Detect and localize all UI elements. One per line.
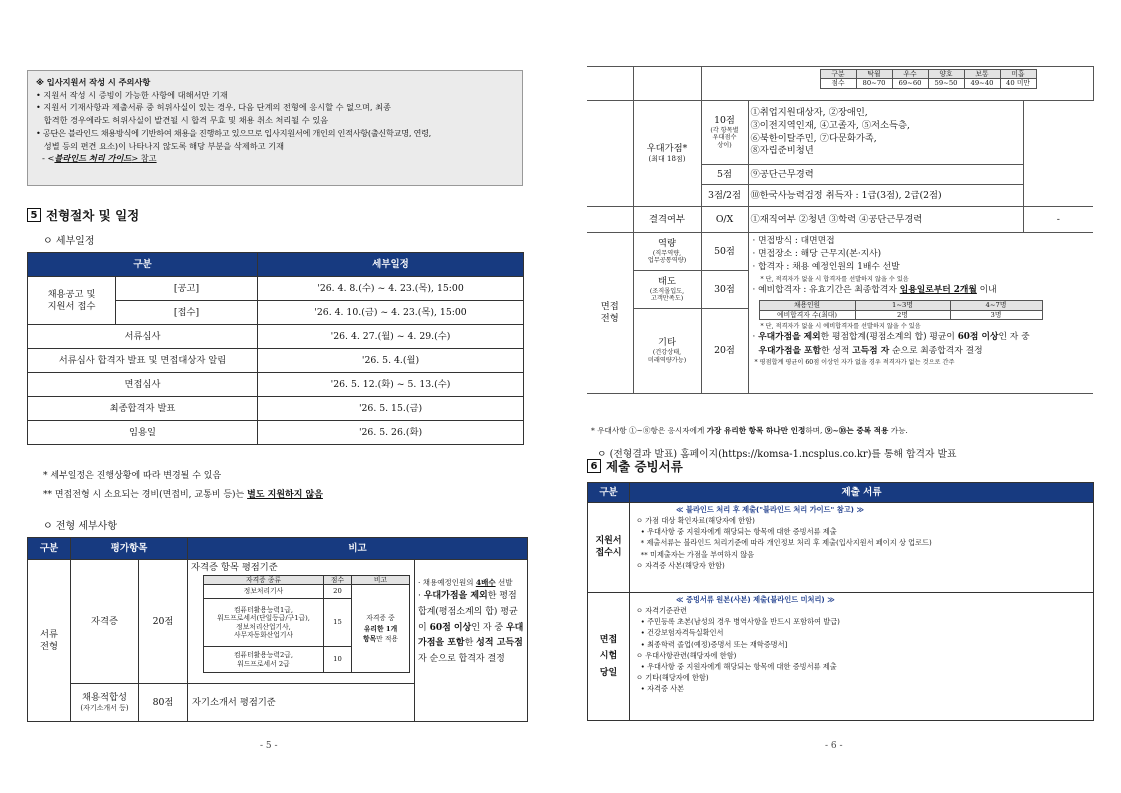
pref-10-score (701, 101, 748, 165)
notice-title: ※ 입사지원서 작성 시 주의사항 (36, 77, 151, 87)
fit-sublabel: (자기소개서 등) (80, 703, 129, 712)
reserve-table (759, 300, 1043, 320)
cert-note-text: 자격증 중 (366, 614, 395, 623)
blank-cell (587, 207, 633, 233)
blank-cell (587, 101, 633, 207)
grade-table (820, 69, 1037, 89)
pref-item: ①취업지원대상자, ②장애인, (750, 107, 868, 119)
cert-header: 점수 (324, 575, 352, 584)
docs-line: • 최종학력 졸업(예정)증명서 또는 재학증명서] (636, 639, 788, 649)
rule-text: 순으로 최종합격자 결정 (889, 345, 983, 356)
pref-label-sub: (최대 18점) (648, 154, 686, 163)
guide-suffix: > 참고 (131, 153, 157, 164)
cert-note-emphasis: 항목 (363, 634, 377, 643)
interview-place: · 면접장소 : 해당 근무지(본·지사) (752, 249, 882, 260)
detail-fit-desc: 자기소개서 평점기준 (188, 684, 415, 722)
rule-text: 한 (464, 638, 477, 649)
footnote-emphasis: 가장 유리한 항목 하나만 인정 (706, 426, 806, 435)
grade-value: 80~70 (856, 79, 892, 88)
cert-score: 10 (324, 647, 352, 673)
interview-pass: · 합격자 : 채용 예정인원의 1배수 선발 (752, 262, 900, 273)
docs-line: ㅇ 우대사항관련(해당자에 한함) (636, 650, 737, 660)
docs-row-label: 면접 시험 당일 (588, 593, 630, 721)
pref-5-score: 5점 (701, 165, 748, 185)
footnote-text: 가능. (888, 426, 908, 435)
footnote-text: 하며, (805, 426, 825, 435)
disq-label: 결격여부 (633, 207, 701, 233)
schedule-apply-label: 채용공고 및 지원서 접수 (28, 277, 116, 325)
schedule-kind: [접수] (116, 301, 258, 325)
interview-item (633, 233, 701, 271)
interview-item-name: 기타 (658, 337, 676, 349)
blank-cell (1023, 101, 1093, 207)
preference-footnote (591, 425, 908, 436)
disq-note: - (1023, 207, 1093, 233)
pref-3-score: 3점/2점 (701, 185, 748, 207)
interview-score: 20점 (701, 309, 748, 394)
rule-emphasis: 우대가점을 포함 (418, 622, 524, 649)
interview-pass-note: * 단, 적격자가 없을 시 합격자를 선발하지 않을 수 있음 (760, 275, 909, 283)
cert-criteria-title: 자격증 항목 평점기준 (191, 562, 278, 573)
detail-header-remark: 비고 (188, 538, 528, 560)
footnote-text: * 우대사항 ①~⑧항은 응시자에게 (591, 426, 707, 435)
rule-emphasis: 고득점 자 (852, 345, 890, 356)
detail-header-category: 구분 (28, 538, 71, 560)
rule-text: 한 성적 (821, 345, 853, 356)
notice-item: • 지원서 기재사항과 제출서류 중 허위사실이 있는 경우, 다음 단계의 전형에 응시할 수 없으며, 최종 (36, 102, 391, 113)
pref-score-text: 10점 (714, 115, 735, 127)
reserve-value: 2명 (855, 310, 950, 319)
blank-cell (587, 67, 633, 101)
disq-items: ①재직여부 ②청년 ③학력 ④공단근무경력 (748, 207, 1023, 233)
pref-label (633, 101, 701, 207)
schedule-row-label: 면접심사 (28, 373, 258, 397)
grade-header: 보통 (964, 70, 1000, 79)
interview-item-sub: (조직몰입도, 고객만족도) (649, 287, 685, 303)
interview-score: 30점 (701, 271, 748, 309)
docs-line: ㅇ 자격기준관련 (636, 606, 687, 616)
docs-row-content (630, 593, 1094, 721)
rule-text: · (418, 591, 424, 602)
grade-value: 40 미만 (1000, 79, 1036, 88)
docs-line: * 제출서류는 블라인드 처리기준에 따라 개인정보 처리 후 제출(입사지원서 페이지 상 업로드) (636, 538, 932, 548)
reserve-value: 3명 (950, 310, 1042, 319)
guide-prefix: - < (42, 153, 55, 164)
docs-row-heading: ≪ 블라인드 처리 후 제출("블라인드 처리 가이드" 참고) ≫ (676, 505, 864, 514)
cert-name: 컴퓨터활용능력1급, 워드프로세서(단일등급/구1급), 정보처리산업기사, 사무자동화산업기사 (204, 599, 324, 647)
pref-item: ③이전지역인재, ④고졸자, ⑤저소득층, (750, 119, 910, 131)
schedule-date: '26. 4. 8.(수) ~ 4. 23.(목), 15:00 (258, 277, 524, 301)
pref-label-text: 우대가점* (646, 143, 688, 155)
docs-line: ㅇ 가점 대상 확인자료(해당자에 한함) (636, 516, 755, 526)
rule-text: 인 자 중 (471, 622, 506, 633)
reserve-text: · 예비합격자 : 유효기간은 최종합격자 (752, 284, 900, 295)
pref-5-item: ⑨공단근무경력 (748, 165, 1023, 185)
rule-emphasis: 60점 이상 (957, 332, 999, 343)
docs-line: ㅇ 기타(해당자에 한함) (636, 673, 709, 683)
rule-emphasis: 성적 고득점 (476, 638, 523, 649)
schedule-note-2 (43, 487, 323, 500)
docs-header-docs: 제출 서류 (630, 483, 1094, 503)
grade-header: 우수 (892, 70, 928, 79)
rule-text: 선발 (495, 578, 513, 587)
section-5-heading (27, 206, 139, 224)
cert-header: 자격증 종류 (204, 575, 324, 584)
application-notice-box (27, 70, 523, 186)
schedule-date: '26. 4. 10.(금) ~ 4. 23.(목), 15:00 (258, 301, 524, 325)
rule-text: 인 자 중 (998, 332, 1030, 343)
cert-score: 15 (324, 599, 352, 647)
schedule-date: '26. 5. 12.(화) ~ 5. 13.(수) (258, 373, 524, 397)
schedule-row-label: 서류심사 (28, 325, 258, 349)
note-text: ** 면접전형 시 소요되는 경비(면접비, 교통비 등)는 (43, 490, 248, 500)
reserve-note: * 단, 적격자가 없을 시 예비합격자를 선발하지 않을 수 있음 (760, 323, 921, 331)
schedule-note-1: * 세부일정은 진행상황에 따라 변경될 수 있음 (43, 471, 222, 481)
rule-text: 한 평점합계(평점소계의 합) 평균이 (820, 332, 958, 343)
grade-value: 49~40 (964, 79, 1000, 88)
detail-cert-item: 자격증 (71, 560, 139, 684)
cert-note (352, 585, 410, 673)
cert-name: 정보처리기사 (204, 585, 324, 599)
cert-name: 컴퓨터활용능력2급, 워드프로세서 2급 (204, 647, 324, 673)
schedule-date: '26. 5. 26.(화) (258, 421, 524, 445)
docs-line: ** 미제출자는 가점을 부여하지 않음 (636, 549, 755, 559)
page-number-left: - 5 - (260, 741, 278, 751)
page-number-right: - 6 - (825, 741, 843, 751)
pref-item: ⑥북한이탈주민, ⑦다문화가족, (750, 132, 877, 144)
schedule-header-detail: 세부일정 (258, 253, 524, 277)
detail-table (27, 537, 528, 722)
interview-details (748, 233, 1093, 394)
footnote-emphasis: ⑨~⑩는 중복 적용 (824, 426, 889, 435)
interview-method: · 면접방식 : 대면면접 (752, 236, 835, 246)
grade-value: 59~50 (928, 79, 964, 88)
interview-item-sub: (직무역량, 업무공통역량) (647, 249, 687, 265)
schedule-subheading: ㅇ 세부일정 (43, 236, 95, 247)
reserve-header: 1~3명 (855, 301, 950, 310)
docs-line: • 우대사항 중 지원자에게 해당되는 항목에 대한 증빙서류 제출 (636, 661, 837, 671)
section-number: 6 (587, 459, 601, 473)
grade-row-label: 점수 (820, 79, 856, 88)
docs-row-label: 지원서 접수시 (588, 503, 630, 593)
result-announcement: ㅇ (전형결과 발표) 홈페이지(https://komsa-1.ncsplus.co.kr)를 통해 합격자 발표 (597, 449, 957, 460)
notice-item: 합격한 경우에라도 허위사실이 발견될 시 합격 무효 및 채용 취소 처리될 수 있음 (36, 115, 329, 126)
cert-score: 20 (324, 585, 352, 599)
detail-cert-score: 20점 (139, 560, 188, 684)
rule-emphasis: 4배수 (475, 578, 496, 587)
schedule-table (27, 252, 524, 445)
rule-text: · 채용예정인원의 (418, 578, 476, 587)
rule-emphasis: 60점 이상 (429, 622, 472, 633)
fit-label: 채용적합성 (82, 692, 127, 704)
pref-3-item: ⑩한국사능력검정 취득자 : 1급(3점), 2급(2점) (748, 185, 1023, 207)
docs-line: ㅇ 자격증 사본(해당자 한함) (636, 560, 725, 570)
blind-guide-link[interactable]: 블라인드 처리 가이드 (54, 153, 132, 164)
section-number: 5 (27, 208, 41, 222)
docs-row-content (630, 503, 1094, 593)
grade-header: 구분 (820, 70, 856, 79)
cert-header: 비고 (352, 575, 410, 584)
pref-score-sub: (각 항목별 우대점수 상이) (710, 126, 739, 150)
schedule-header-category: 구분 (28, 253, 258, 277)
reserve-text: 이내 (976, 284, 997, 295)
interview-item (633, 309, 701, 394)
notice-item: • 공단은 블라인드 채용방식에 기반하여 채용을 진행하고 있으므로 입사지원서에 개인의 인적사항(출신학교명, 연령, (36, 127, 431, 138)
docs-header-category: 구분 (588, 483, 630, 503)
detail-selection-rule (415, 560, 528, 722)
detail-stage: 서류 전형 (28, 560, 71, 722)
reserve-emphasis: 임용일로부터 2개월 (899, 284, 977, 295)
docs-line: • 건강보험자격득실확인서 (636, 628, 724, 638)
rule-note: * 평점합계 평균이 60점 이상인 자가 없을 경우 적격자가 없는 것으로 간주 (754, 358, 955, 366)
detail-subheading: ㅇ 전형 세부사항 (43, 521, 117, 532)
section-title: 전형절차 및 일정 (46, 208, 140, 223)
docs-line: • 우대사항 중 지원자에게 해당되는 항목에 대한 증빙서류 제출 (636, 527, 837, 537)
grade-header: 양호 (928, 70, 964, 79)
interview-item-name: 역량 (658, 237, 676, 249)
grade-header: 미흡 (1000, 70, 1036, 79)
rule-emphasis: 우대가점을 포함 (758, 345, 822, 356)
grade-header: 탁월 (856, 70, 892, 79)
interview-item (633, 271, 701, 309)
detail-header-item: 평가항목 (71, 538, 188, 560)
docs-line: • 주민등록 초본(남성의 경우 병역사항을 반드시 포함하여 발급) (636, 617, 840, 627)
pref-10-items (748, 101, 1023, 165)
schedule-date: '26. 4. 27.(월) ~ 4. 29.(수) (258, 325, 524, 349)
schedule-kind: [공고] (116, 277, 258, 301)
section-title: 제출 증빙서류 (606, 459, 683, 474)
evaluation-table (587, 66, 1094, 394)
blank-cell (633, 67, 701, 101)
schedule-date: '26. 5. 15.(금) (258, 397, 524, 421)
interview-item-name: 태도 (658, 275, 676, 287)
cert-note-text: 만 적용 (376, 634, 398, 643)
reserve-header: 채용인원 (759, 301, 855, 310)
notice-item: • 지원서 작성 시 증빙이 가능한 사항에 대해서만 기재 (36, 89, 228, 100)
interview-item-sub: (건강상태, 미래역량가능) (647, 349, 687, 364)
detail-fit-item (71, 684, 139, 722)
schedule-row-label: 서류심사 합격자 발표 및 면접대상자 알림 (28, 349, 258, 373)
rule-text: · (752, 332, 759, 343)
interview-stage: 면접 전형 (587, 233, 633, 394)
docs-row-heading: ≪ 증빙서류 원본(사본) 제출(블라인드 미처리) ≫ (676, 595, 835, 604)
section-6-heading (587, 457, 683, 475)
schedule-row-label: 임용일 (28, 421, 258, 445)
pref-item: ⑧자립준비청년 (750, 145, 814, 157)
schedule-date: '26. 5. 4.(월) (258, 349, 524, 373)
docs-line: • 자격증 사본 (636, 684, 685, 694)
cert-note-emphasis: 유리한 1개 (363, 624, 398, 633)
cert-table (203, 575, 410, 673)
reserve-header: 4~7명 (950, 301, 1042, 310)
interview-score: 50점 (701, 233, 748, 271)
rule-emphasis: 우대가점을 제외 (423, 591, 488, 602)
rule-text: 한 평점합계(평점소계의 합) 평균이 (418, 591, 518, 633)
schedule-row-label: 최종합격자 발표 (28, 397, 258, 421)
notice-item: 성별 등의 편견 요소)이 나타나지 않도록 해당 부분을 삭제하고 기재 (36, 140, 284, 151)
disq-score: O/X (701, 207, 748, 233)
detail-fit-score: 80점 (139, 684, 188, 722)
rule-text: 자 순으로 합격자 결정 (418, 654, 505, 665)
note-emphasis: 별도 지원하지 않음 (247, 490, 323, 500)
rule-emphasis: 우대가점을 제외 (758, 332, 821, 343)
grade-value: 69~60 (892, 79, 928, 88)
documents-table (587, 482, 1094, 721)
reserve-row-label: 예비합격자 수(최대) (759, 310, 855, 319)
